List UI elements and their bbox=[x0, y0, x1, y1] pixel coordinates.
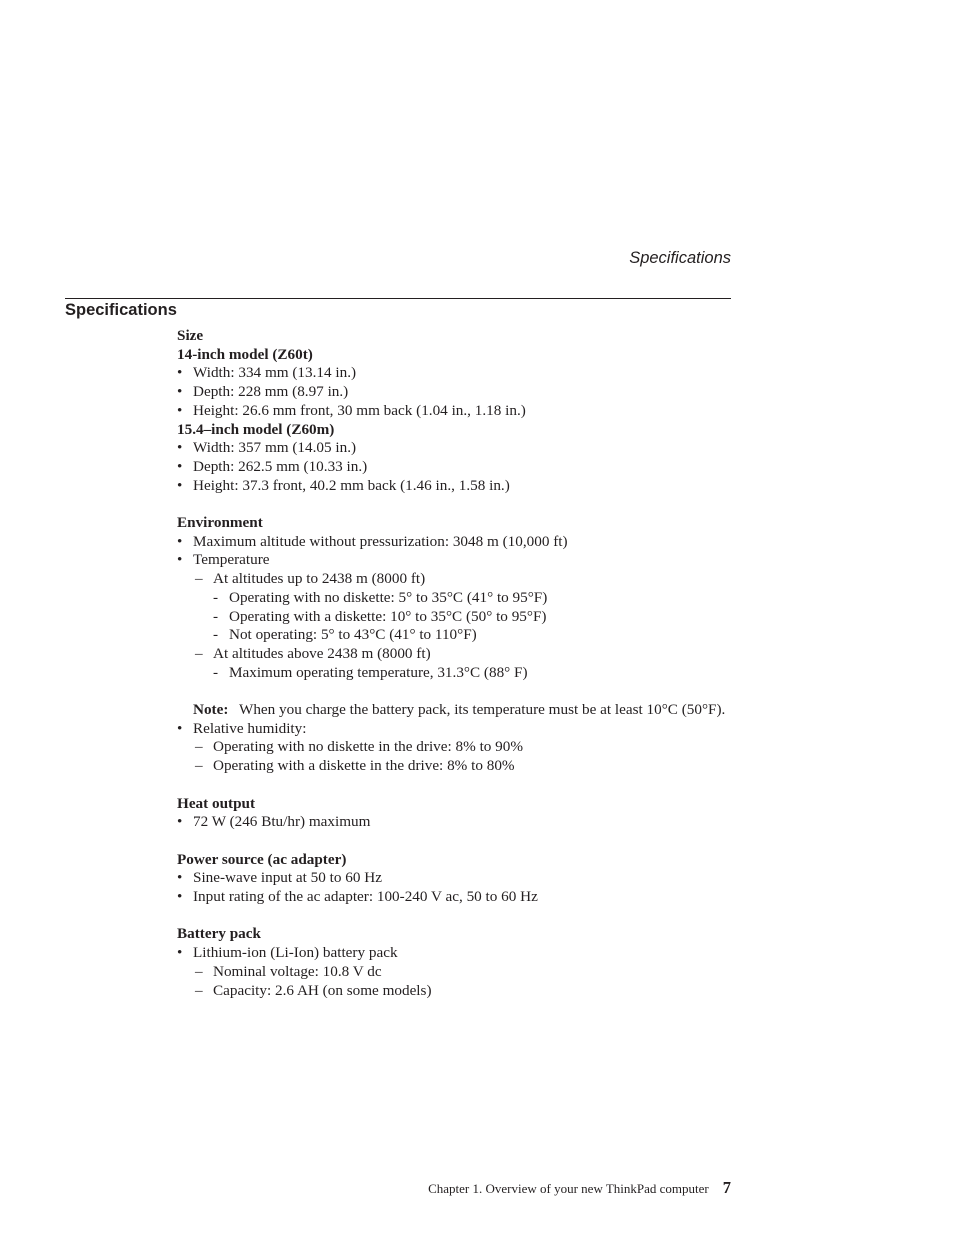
power-block bbox=[177, 851, 737, 907]
list-item bbox=[177, 570, 737, 645]
power-heading: Power source (ac adapter) bbox=[177, 850, 347, 868]
list-item: • Input rating of the ac adapter: 100-240 V ac, 50 to 60 Hz bbox=[177, 888, 737, 907]
note-text: When you charge the battery pack, its temperature must be at least 10°C (50°F). bbox=[239, 701, 726, 719]
battery-list bbox=[177, 944, 737, 1000]
spec-content bbox=[177, 327, 737, 1019]
list-item bbox=[177, 626, 737, 645]
list-item: • Width: 357 mm (14.05 in.) bbox=[177, 439, 737, 458]
heat-block bbox=[177, 795, 737, 832]
list-item bbox=[177, 944, 737, 1000]
note bbox=[193, 701, 737, 720]
list-item: • 72 W (246 Btu/hr) maximum bbox=[177, 813, 737, 832]
list-item: • Width: 334 mm (13.14 in.) bbox=[177, 364, 737, 383]
environment-block bbox=[177, 514, 737, 776]
list-item: • Sine-wave input at 50 to 60 Hz bbox=[177, 869, 737, 888]
list-item: • Depth: 262.5 mm (10.33 in.) bbox=[177, 458, 737, 477]
battery-block bbox=[177, 925, 737, 1000]
list-item-text: Maximum operating temperature, 31.3°C (88° F) bbox=[229, 663, 528, 681]
list-item-text: Not operating: 5° to 43°C (41° to 110°F) bbox=[229, 626, 477, 644]
list-item: • Height: 26.6 mm front, 30 mm back (1.04 in., 1.18 in.) bbox=[177, 402, 737, 421]
environment-list bbox=[177, 533, 737, 776]
list-item bbox=[177, 664, 737, 683]
model15-list bbox=[177, 439, 737, 495]
page-number: 7 bbox=[722, 1178, 731, 1197]
above-label: At altitudes above 2438 m (8000 ft) bbox=[213, 644, 431, 662]
model14-list bbox=[177, 364, 737, 420]
list-item: – Nominal voltage: 10.8 V dc bbox=[177, 963, 737, 982]
page-footer bbox=[428, 1178, 731, 1198]
section-title: Specifications bbox=[65, 301, 177, 319]
heat-list bbox=[177, 813, 737, 832]
humidity-sublist bbox=[193, 738, 737, 775]
battery-item-label: Lithium-ion (Li-Ion) battery pack bbox=[193, 944, 398, 962]
temperature-label: Temperature bbox=[193, 551, 270, 569]
list-item bbox=[177, 608, 737, 627]
list-item: • Height: 37.3 front, 40.2 mm back (1.46 in., 1.58 in.) bbox=[177, 477, 737, 496]
list-item: – Capacity: 2.6 AH (on some models) bbox=[177, 982, 737, 1001]
size-block bbox=[177, 327, 737, 495]
note-label: Note: bbox=[193, 701, 229, 719]
list-item-text: Operating with no diskette: 5° to 35°C (41° to 95°F) bbox=[229, 588, 548, 606]
temperature-sublist bbox=[193, 570, 737, 682]
up-to-sublist bbox=[213, 589, 737, 645]
list-item: – Operating with no diskette in the drive: 8% to 90% bbox=[177, 738, 737, 757]
list-item: – Operating with a diskette in the drive: 8% to 80% bbox=[177, 757, 737, 776]
header-rule bbox=[65, 298, 731, 299]
size-heading: Size bbox=[177, 327, 204, 344]
list-item: • Depth: 228 mm (8.97 in.) bbox=[177, 383, 737, 402]
list-item bbox=[177, 589, 737, 608]
above-sublist bbox=[213, 664, 737, 683]
power-list bbox=[177, 869, 737, 906]
model14-heading: 14-inch model (Z60t) bbox=[177, 345, 313, 363]
humidity-label: Relative humidity: bbox=[193, 719, 307, 737]
model15-heading: 15.4–inch model (Z60m) bbox=[177, 420, 335, 438]
list-item-text: Operating with a diskette: 10° to 35°C (50° to 95°F) bbox=[229, 607, 547, 625]
battery-sublist bbox=[193, 963, 737, 1000]
environment-heading: Environment bbox=[177, 514, 263, 532]
footer-chapter: Chapter 1. Overview of your new ThinkPad computer bbox=[428, 1181, 709, 1196]
list-item bbox=[177, 720, 737, 776]
up-to-label: At altitudes up to 2438 m (8000 ft) bbox=[213, 570, 426, 588]
list-item bbox=[177, 551, 737, 719]
heat-heading: Heat output bbox=[177, 794, 256, 812]
list-item bbox=[177, 645, 737, 682]
battery-heading: Battery pack bbox=[177, 925, 261, 943]
running-head: Specifications bbox=[629, 249, 731, 267]
list-item: • Maximum altitude without pressurization: 3048 m (10,000 ft) bbox=[177, 533, 737, 552]
